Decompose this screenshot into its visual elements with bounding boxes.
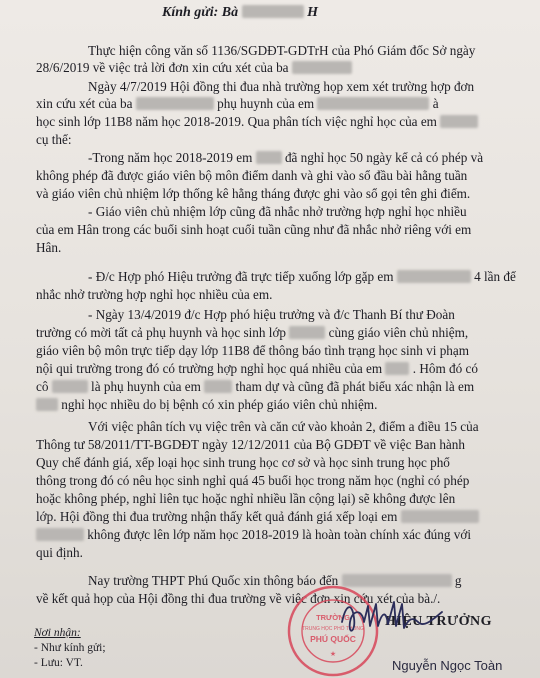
redacted-name bbox=[136, 97, 214, 110]
body-line-9: và giáo viên chủ nhiệm lớp thống kê hằng tháng được ghi vào sổ gọi tên ghi điểm. bbox=[36, 186, 471, 201]
seal-top-text: TRƯỜNG bbox=[316, 613, 350, 622]
greeting-tail: H bbox=[307, 5, 318, 20]
body-line-4-a: xin cứu xét của ba bbox=[36, 96, 133, 111]
body-line-16 bbox=[36, 324, 468, 341]
body-line-12: Hân. bbox=[36, 240, 62, 255]
body-line-21: Với việc phân tích vụ việc trên và căn cứ vào khoản 2, điểm a điều 15 của bbox=[88, 419, 479, 434]
body-line-18 bbox=[36, 360, 478, 377]
body-line-7 bbox=[88, 149, 483, 166]
body-line-13-a: - Đ/c Hợp phó Hiệu trưởng đã trực tiếp xuống lớp gặp em bbox=[88, 269, 394, 284]
greeting-line bbox=[162, 4, 318, 21]
seal-mid-text: TRUNG HỌC PHỔ THÔNG bbox=[302, 626, 364, 632]
greeting-label: Kính gửi: bbox=[162, 5, 219, 20]
body-line-7-a: -Trong năm học 2018-2019 em bbox=[88, 150, 253, 165]
body-line-25: hoặc không phép, nghỉ liên tục hoặc nghỉ nhiều lần cộng lại) sẽ không được lên bbox=[36, 491, 456, 506]
greeting-recipient: Bà bbox=[221, 5, 239, 20]
body-line-5-text: học sinh lớp 11B8 năm học 2018-2019. Qua phân tích việc nghỉ học của em bbox=[36, 114, 437, 129]
recipients-label: Nơi nhận: bbox=[34, 627, 81, 639]
signature-title: HIỆU TRƯỞNG bbox=[385, 614, 493, 629]
body-line-5 bbox=[36, 113, 478, 130]
body-line-19 bbox=[36, 378, 474, 395]
body-line-19-c: tham dự và cũng đã phát biểu xác nhận là em bbox=[235, 379, 475, 394]
body-line-2-text: 28/6/2019 về việc trả lời đơn xin cứu xét của ba bbox=[36, 60, 289, 75]
body-line-3: Ngày 4/7/2019 Hội đồng thi đua nhà trường họp xem xét trường hợp đơn bbox=[88, 79, 475, 94]
body-line-8: không phép đã được giáo viên bộ môn điểm danh và ghi vào sổ đầu bài hằng tuần bbox=[36, 168, 468, 183]
body-line-7-b: đã nghỉ học 50 ngày kể cả có phép và bbox=[284, 150, 484, 165]
body-line-2 bbox=[36, 59, 352, 76]
body-line-29-b: g bbox=[454, 573, 462, 588]
redacted-name bbox=[36, 528, 84, 541]
redacted-name bbox=[401, 510, 479, 523]
recipient-item: - Như kính gửi; bbox=[34, 642, 106, 654]
seal-star-icon: ★ bbox=[329, 651, 337, 658]
body-line-16-a: trường có mời tất cả phụ huynh và học sinh lớp bbox=[36, 325, 287, 340]
body-line-28: qui định. bbox=[36, 545, 83, 560]
signer-name: Nguyễn Ngọc Toàn bbox=[392, 658, 503, 673]
redacted-class bbox=[289, 326, 325, 339]
body-line-11: của em Hân trong các buổi sinh hoạt cuối tuần cũng như đã nhắc nhở riêng với em bbox=[36, 222, 472, 237]
body-line-22: Thông tư 58/2011/TT-BGDĐT ngày 12/12/2011 của Bộ GDĐT về việc Ban hành bbox=[36, 437, 465, 452]
body-line-26 bbox=[36, 508, 479, 525]
body-line-4-c: à bbox=[432, 96, 439, 111]
body-line-16-b: cùng giáo viên chủ nhiệm, bbox=[328, 325, 469, 340]
redacted-name bbox=[397, 270, 471, 283]
body-line-18-b: . Hôm đó có bbox=[412, 361, 478, 376]
body-line-19-a: cô bbox=[36, 379, 49, 394]
redacted-name bbox=[52, 380, 88, 393]
body-line-20 bbox=[36, 396, 377, 413]
body-line-18-a: nội qui trường trong đó có trường hợp nghỉ học quá nhiều của em bbox=[36, 361, 383, 376]
body-line-4 bbox=[36, 95, 439, 112]
redacted-name bbox=[36, 398, 58, 411]
body-line-27 bbox=[36, 526, 471, 543]
body-line-15: - Ngày 13/4/2019 đ/c Hợp phó hiệu trưởng và đ/c Thanh Bí thư Đoàn bbox=[88, 307, 455, 322]
redacted-name bbox=[242, 5, 304, 18]
recipients-block bbox=[34, 626, 106, 671]
body-line-6: cụ thể: bbox=[36, 132, 72, 147]
redacted-name bbox=[440, 115, 478, 128]
redacted-name bbox=[317, 97, 429, 110]
body-line-17: giáo viên bộ môn trực tiếp dạy lớp 11B8 để thông báo tình trạng học sinh vi phạm bbox=[36, 343, 469, 358]
body-line-29-a: Nay trường THPT Phú Quốc xin thông báo đến bbox=[88, 573, 339, 588]
body-line-30: về kết quả họp của Hội đồng thi đua trường về việc đơn xin cứu xét của bà./. bbox=[36, 591, 441, 606]
recipient-item: - Lưu: VT. bbox=[34, 657, 83, 669]
seal-name-text: PHÚ QUỐC bbox=[310, 634, 356, 644]
body-line-1: Thực hiện công văn số 1136/SGDĐT-GDTrH của Phó Giám đốc Sở ngày bbox=[88, 43, 476, 58]
body-line-20-text: nghỉ học nhiều do bị bệnh có xin phép giáo viên chủ nhiệm. bbox=[61, 397, 378, 412]
body-line-10: - Giáo viên chủ nhiệm lớp cũng đã nhắc nhở trường hợp nghỉ học nhiều bbox=[88, 204, 467, 219]
body-line-27-text: không được lên lớp năm học 2018-2019 là hoàn toàn chính xác đúng với bbox=[87, 527, 471, 542]
body-line-26-a: lớp. Hội đồng thi đua trường nhận thấy kết quả đánh giá xếp loại em bbox=[36, 509, 398, 524]
body-line-13-b: 4 lần để bbox=[474, 269, 516, 284]
body-line-23: Quy chế đánh giá, xếp loại học sinh trung học cơ sở và học sinh trung học phổ bbox=[36, 455, 450, 470]
body-line-13 bbox=[88, 268, 516, 285]
handwritten-signature bbox=[338, 592, 448, 642]
body-line-19-b: là phụ huynh của em bbox=[91, 379, 201, 394]
body-line-24: thông trong đó có nêu học sinh nghỉ quá 45 buổi học trong năm học (nghỉ có phép bbox=[36, 473, 470, 488]
body-line-4-b: phụ huynh của em bbox=[217, 96, 315, 111]
body-line-29 bbox=[88, 572, 461, 589]
body-line-14: nhắc nhở trường hợp nghỉ học nhiều của em. bbox=[36, 287, 273, 302]
redacted-name bbox=[292, 61, 352, 74]
redacted-name bbox=[385, 362, 409, 375]
redacted-name bbox=[256, 151, 282, 164]
redacted-name bbox=[204, 380, 232, 393]
